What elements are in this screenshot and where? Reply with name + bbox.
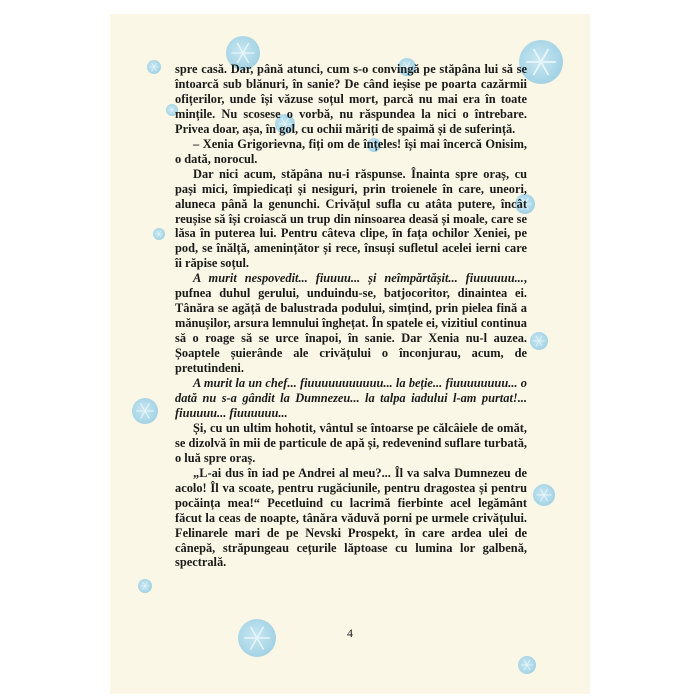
snowflake-icon bbox=[132, 398, 158, 424]
page-number: 4 bbox=[347, 626, 353, 640]
snowflake-icon bbox=[518, 656, 536, 674]
paragraph: – Xenia Grigorievna, fiți om de înțeles! își mai încercă Onisim, o dată, norocul. bbox=[175, 136, 527, 166]
paragraph: A murit la un chef... fiuuuuuuuuuuu... la beție... fiuuuuuuuu... o dată nu s-a gândit la Dumnezeu... la talpa iadului l-am purtat!... fiuuuuu... fiuuuuuu... bbox=[175, 376, 527, 420]
snowflake-icon bbox=[530, 332, 548, 350]
italic-whisper: A murit nespovedit... fiuuuu... și neîmpărtășit... fiuuuuuu... bbox=[193, 271, 524, 286]
snowflake-icon bbox=[138, 579, 152, 593]
body-text bbox=[175, 62, 527, 570]
paragraph-text: , pufnea duhul gerului, unduindu-se, batjocoritor, dinaintea ei. Tânăra se agăță de balustrada podului, simțind, prin pielea fină a mănușilor, arsura lemnului înghețat. În spatele ei, vizitiul continua să o roage să se urce înapoi, în sanie. Dar Xenia nu-l auzea. Șoaptele șuierânde ale crivățului o înconjurau, acum, de pretutindeni. bbox=[175, 271, 527, 376]
snowflake-icon bbox=[153, 228, 165, 240]
book-page bbox=[110, 14, 590, 694]
snowflake-icon bbox=[147, 60, 161, 74]
paragraph: Și, cu un ultim hohotit, vântul se întoarse pe călcâiele de omăt, se dizolvă în mii de particule de apă și, redevenind suflare turbată, o luă spre oraș. bbox=[175, 420, 527, 465]
paragraph: spre casă. Dar, până atunci, cum s-o convingă pe stăpâna lui să se întoarcă sub blănuri, în sanie? De când ieșise pe poarta cazărmii ofițerilor, unde își văzuse soțul mort, parcă nu mai era în toate mințile. Nu scosese o vorbă, nu răspundea la nici o întrebare. Privea doar, așa, în gol, cu ochii măriți de spaimă și de suferință. bbox=[175, 62, 527, 136]
paragraph bbox=[175, 271, 527, 376]
paragraph: „L-ai dus în iad pe Andrei al meu?... Îl va salva Dumnezeu de acolo! Îl va scoate, pentru rugăciunile, pentru dragostea și pentru pocăința mea!“ Pecetluind cu lacrimă fierbinte acel legământ făcut la ceas de noapte, tânăra văduvă porni pe urmele crivățului. Felinarele mari de pe Nevski Prospekt, în care ardea ulei de cânepă, străpungeau cețurile lăptoase cu lumina lor galbenă, spectrală. bbox=[175, 465, 527, 570]
snowflake-icon bbox=[533, 484, 555, 506]
paragraph: Dar nici acum, stăpâna nu-i răspunse. Înainta spre oraș, cu pași mici, împiedicați și nesiguri, prin troienele în care, uneori, aluneca până la genunchi. Crivățul sufla cu atâta putere, încât reușise să își croiască un trup din ninsoarea deasă și moale, care se lăsa în puterea lui. Pentru câteva clipe, în fața ochilor Xeniei, pe pod, se înălță, amenințător și rece, însuși sufletul acelei ierni care îi răpise soțul. bbox=[175, 166, 527, 271]
